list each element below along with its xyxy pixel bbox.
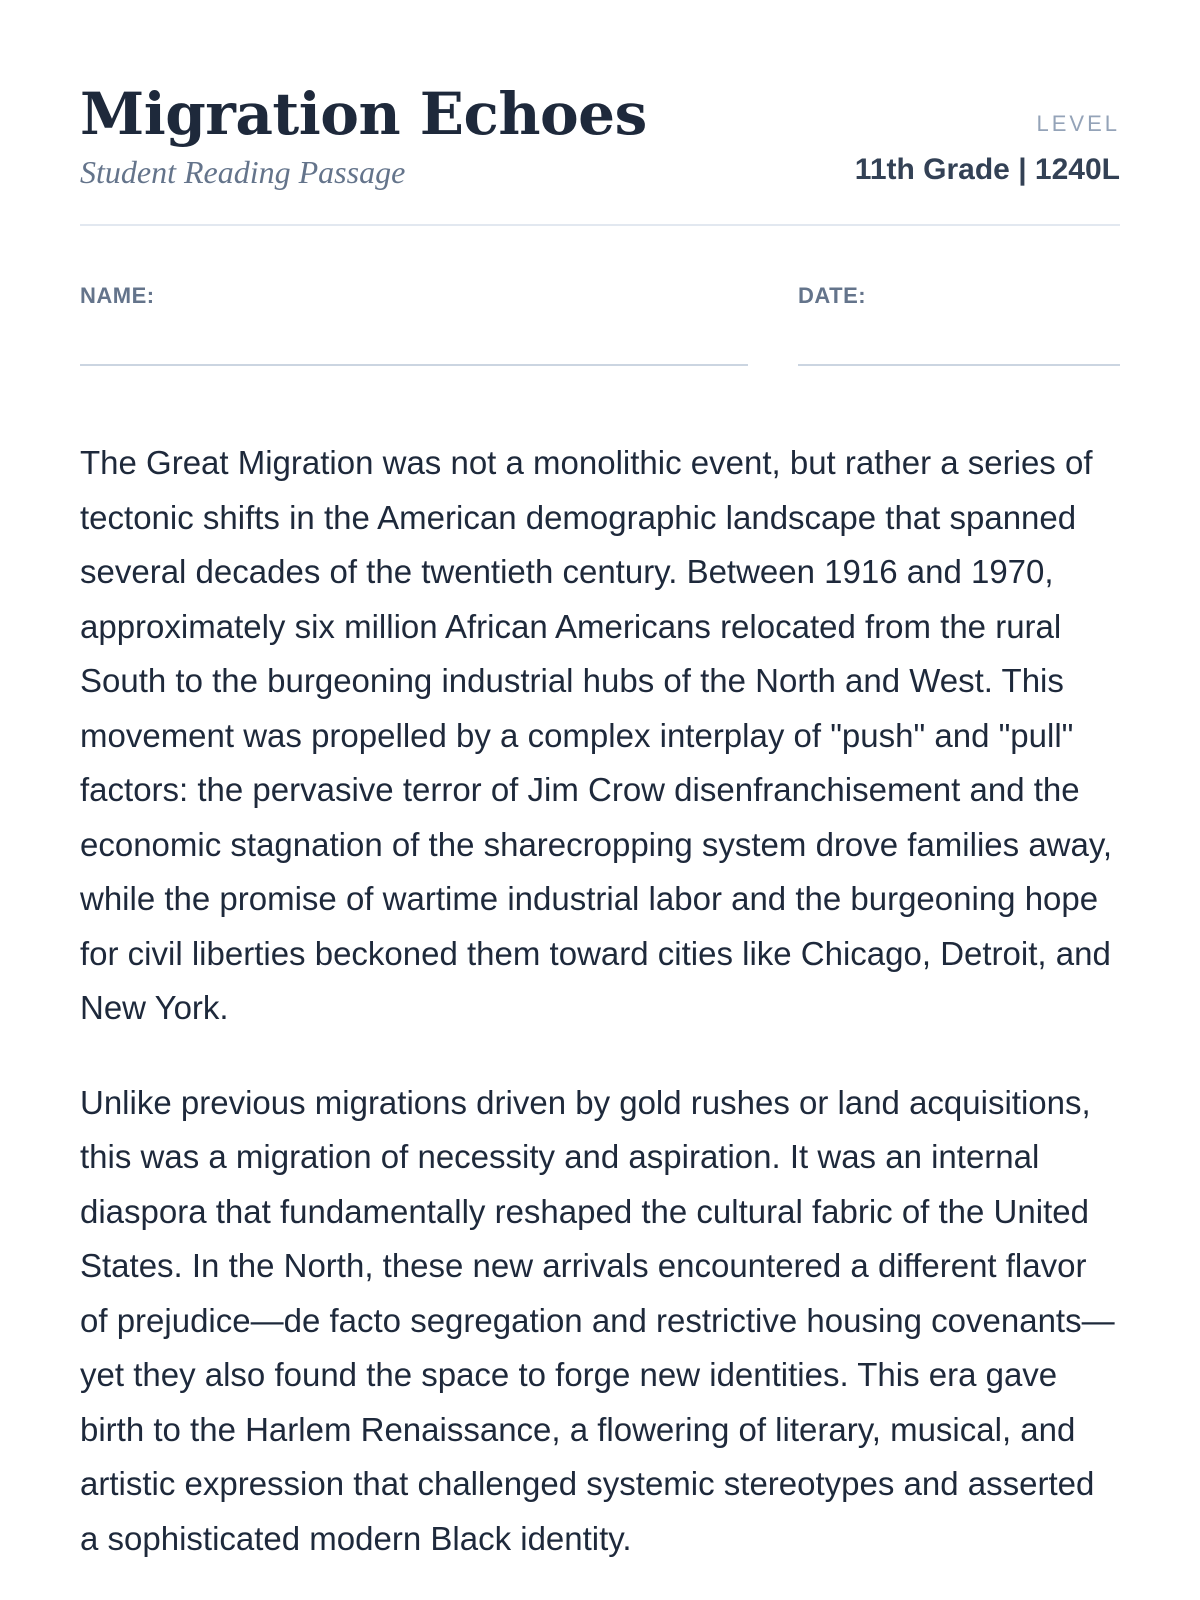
page-header [80, 80, 1120, 226]
page-subtitle: Student Reading Passage [80, 154, 406, 190]
date-field-label: DATE: [798, 283, 867, 308]
passage-paragraph: The Great Migration was not a monolithic event, but rather a series of tectonic shifts in the American demographic landscape that spanned several decades of the twentieth century. Between 1916 and 1970, approximately six million African Americans relocated from the rural South to the burgeoning industrial hubs of the North and West. This movement was propelled by a complex interplay of "push" and "pull" factors: the pervasive terror of Jim Crow disenfranchisement and the economic stagnation of the sharecropping system drove families away, while the promise of wartime industrial labor and the burgeoning hope for civil liberties beckoned them toward cities like Chicago, Detroit, and New York. [80, 444, 1113, 1026]
name-field-label: NAME: [80, 283, 155, 308]
passage-paragraph: Unlike previous migrations driven by gold rushes or land acquisitions, this was a migration of necessity and aspiration. It was an internal diaspora that fundamentally reshaped the cultural fabric of the United States. In the North, these new arrivals encountered a different flavor of prejudice—de facto segregation and restrictive housing covenants—yet they also found the space to forge new identities. This era gave birth to the Harlem Renaissance, a flowering of literary, musical, and artistic expression that challenged systemic stereotypes and asserted a sophisticated modern Black identity. [80, 1083, 1115, 1557]
level-label: LEVEL [1036, 111, 1120, 136]
level-block [855, 80, 1120, 188]
date-field[interactable] [798, 282, 1120, 366]
title-block [80, 80, 647, 192]
passage-body [80, 436, 1120, 1566]
name-field[interactable] [80, 282, 748, 366]
page-title: Migration Echoes [80, 80, 647, 148]
level-value: 11th Grade | 1240L [854, 153, 1120, 186]
student-info-fields [80, 282, 1120, 366]
